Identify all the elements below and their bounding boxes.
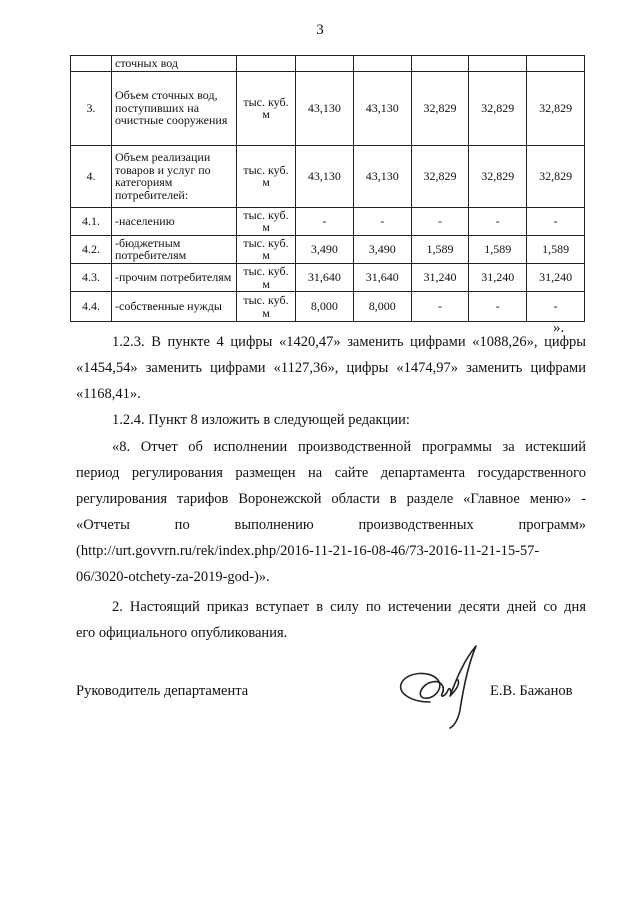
row-number: 3. bbox=[71, 71, 112, 145]
table-row bbox=[71, 235, 585, 263]
text-line: 1.2.3. В пункте 4 цифры «1420,47» заменить цифрами «1088,26», цифры bbox=[112, 334, 586, 350]
table-row bbox=[71, 263, 585, 291]
text-line: «Отчеты по выполнению производственных программ» bbox=[76, 517, 586, 533]
indicator-name: -населению bbox=[112, 207, 237, 235]
value-cell: 31,240 bbox=[469, 263, 527, 291]
paragraph-1-2-3 bbox=[76, 329, 586, 407]
value-cell: 8,000 bbox=[353, 292, 411, 322]
value-cell: - bbox=[527, 207, 585, 235]
value-cell: 3,490 bbox=[353, 235, 411, 263]
value-cell bbox=[296, 56, 354, 72]
row-number: 4.1. bbox=[71, 207, 112, 235]
handwritten-signature bbox=[390, 640, 490, 730]
value-cell: 32,829 bbox=[411, 145, 469, 207]
text-line: «8. Отчет об исполнении производственной программы за истекший bbox=[112, 439, 586, 455]
value-cell: - bbox=[353, 207, 411, 235]
value-cell: 32,829 bbox=[527, 71, 585, 145]
text-line: его официального опубликования. bbox=[76, 625, 288, 641]
table-row bbox=[71, 56, 585, 72]
table-row bbox=[71, 71, 585, 145]
signatory-name: Е.В. Бажанов bbox=[490, 683, 573, 699]
indicator-name: -собственные нужды bbox=[112, 292, 237, 322]
text-line: «1454,54» заменить цифрами «1127,36», цифры «1474,97» заменить цифрами bbox=[76, 360, 586, 376]
value-cell: 32,829 bbox=[469, 71, 527, 145]
text-line: 06/3020-otchety-za-2019-god-)». bbox=[76, 569, 270, 585]
value-cell: - bbox=[469, 292, 527, 322]
value-cell: - bbox=[411, 207, 469, 235]
row-number: 4.4. bbox=[71, 292, 112, 322]
unit-cell: тыс. куб. м bbox=[237, 263, 296, 291]
value-cell bbox=[411, 56, 469, 72]
value-cell: 1,589 bbox=[527, 235, 585, 263]
row-number: 4.3. bbox=[71, 263, 112, 291]
value-cell: - bbox=[469, 207, 527, 235]
row-number: 4. bbox=[71, 145, 112, 207]
unit-cell bbox=[237, 56, 296, 72]
text-line: 2. Настоящий приказ вступает в силу по истечении десяти дней со дня bbox=[112, 599, 586, 615]
unit-cell: тыс. куб. м bbox=[237, 292, 296, 322]
value-cell: 31,240 bbox=[411, 263, 469, 291]
text-line: «1168,41». bbox=[76, 386, 141, 402]
indicators-table bbox=[70, 55, 585, 322]
unit-cell: тыс. куб. м bbox=[237, 71, 296, 145]
value-cell: - bbox=[527, 292, 585, 322]
unit-cell: тыс. куб. м bbox=[237, 145, 296, 207]
value-cell bbox=[527, 56, 585, 72]
value-cell: 43,130 bbox=[353, 145, 411, 207]
text-line: регулирования тарифов Воронежской области в разделе «Главное меню» - bbox=[76, 491, 586, 507]
text-line: 1.2.4. Пункт 8 изложить в следующей редакции: bbox=[112, 412, 410, 428]
indicator-name: -бюджетным потребителям bbox=[112, 235, 237, 263]
value-cell: 32,829 bbox=[469, 145, 527, 207]
table-row bbox=[71, 292, 585, 322]
indicator-name: Объем реализации товаров и услуг по категориям потребителей: bbox=[112, 145, 237, 207]
signatory-title: Руководитель департамента bbox=[76, 683, 249, 699]
indicator-name: Объем сточных вод, поступивших на очистные сооружения bbox=[112, 71, 237, 145]
value-cell: 8,000 bbox=[296, 292, 354, 322]
value-cell bbox=[353, 56, 411, 72]
paragraph-point-8 bbox=[76, 434, 586, 590]
value-cell: 1,589 bbox=[411, 235, 469, 263]
value-cell: 32,829 bbox=[411, 71, 469, 145]
text-line: (http://urt.govvrn.ru/rek/index.php/2016-11-21-16-08-46/73-2016-11-21-15-57- bbox=[76, 543, 540, 559]
value-cell: 3,490 bbox=[296, 235, 354, 263]
row-number: 4.2. bbox=[71, 235, 112, 263]
table-row bbox=[71, 145, 585, 207]
indicator-name: -прочим потребителям bbox=[112, 263, 237, 291]
paragraph-1-2-4 bbox=[76, 407, 586, 433]
table-row bbox=[71, 207, 585, 235]
value-cell bbox=[469, 56, 527, 72]
value-cell: 43,130 bbox=[353, 71, 411, 145]
value-cell: 1,589 bbox=[469, 235, 527, 263]
value-cell: 43,130 bbox=[296, 71, 354, 145]
row-number bbox=[71, 56, 112, 72]
value-cell: 43,130 bbox=[296, 145, 354, 207]
value-cell: - bbox=[411, 292, 469, 322]
indicator-name: сточных вод bbox=[112, 56, 237, 72]
unit-cell: тыс. куб. м bbox=[237, 235, 296, 263]
value-cell: - bbox=[296, 207, 354, 235]
closing-quote: ». bbox=[553, 320, 565, 336]
page-number: 3 bbox=[316, 22, 324, 38]
value-cell: 32,829 bbox=[527, 145, 585, 207]
table-body bbox=[71, 56, 585, 322]
value-cell: 31,640 bbox=[296, 263, 354, 291]
text-line: период регулирования размещен на сайте департамента государственного bbox=[76, 465, 586, 481]
value-cell: 31,240 bbox=[527, 263, 585, 291]
unit-cell: тыс. куб. м bbox=[237, 207, 296, 235]
value-cell: 31,640 bbox=[353, 263, 411, 291]
paragraph-2 bbox=[76, 594, 586, 646]
